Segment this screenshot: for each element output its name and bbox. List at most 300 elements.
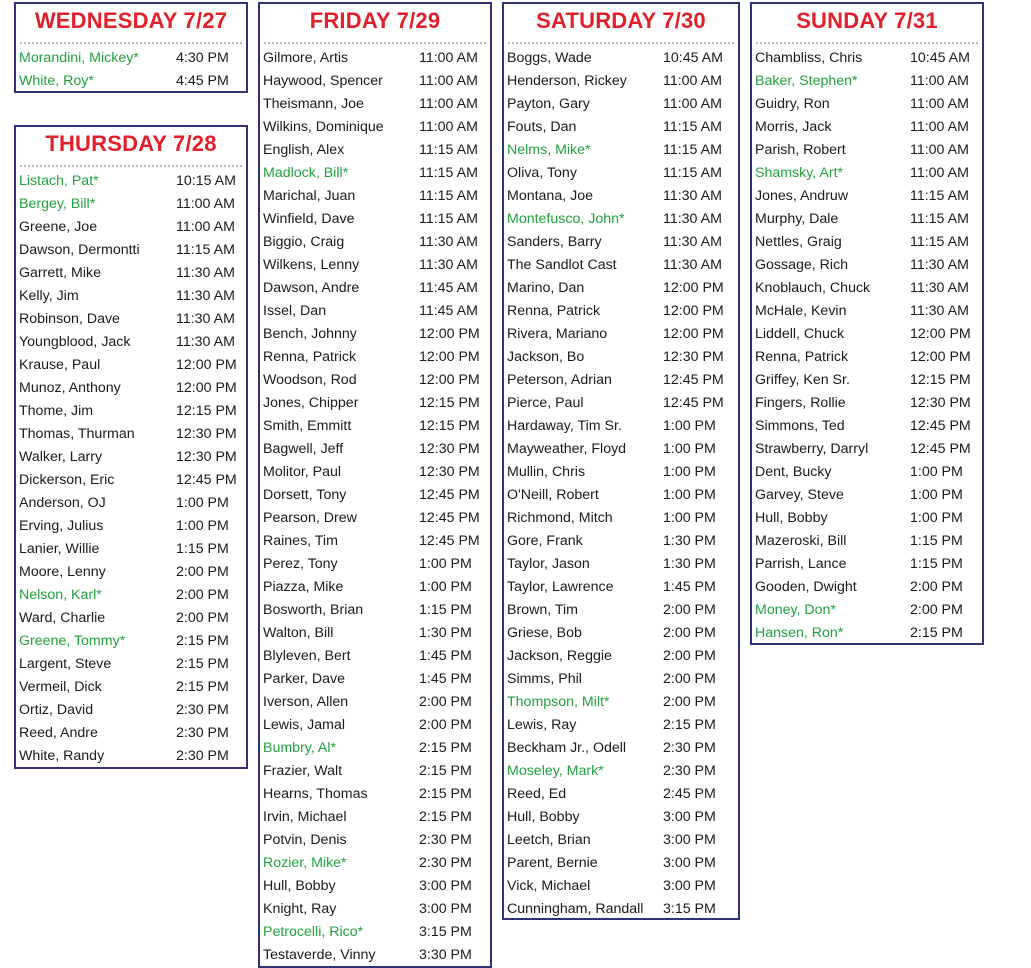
schedule-row [752, 599, 982, 622]
guest-name: Pearson, Drew [263, 510, 357, 526]
guest-name: Dickerson, Eric [19, 472, 115, 488]
schedule-row [16, 515, 246, 538]
guest-name: Erving, Julius [19, 518, 104, 534]
schedule-row [504, 323, 738, 346]
guest-name: Guidry, Ron [755, 96, 830, 112]
session-time: 12:45 PM [910, 441, 971, 457]
title-divider [508, 42, 734, 44]
session-time: 11:00 AM [910, 119, 969, 135]
session-time: 11:30 AM [910, 257, 969, 273]
guest-name: Payton, Gary [507, 96, 590, 112]
schedule-row [504, 93, 738, 116]
session-time: 1:30 PM [419, 625, 472, 641]
schedule-row [260, 346, 490, 369]
session-time: 3:15 PM [663, 901, 716, 917]
guest-name: Griese, Bob [507, 625, 582, 641]
session-time: 2:00 PM [176, 610, 229, 626]
session-time: 3:00 PM [663, 809, 716, 825]
schedule-row [504, 599, 738, 622]
guest-name: Petrocelli, Rico* [263, 924, 364, 940]
guest-name: Listach, Pat* [19, 173, 99, 189]
schedule-row [260, 300, 490, 323]
session-time: 1:00 PM [176, 495, 229, 511]
schedule-row [752, 553, 982, 576]
guest-name: Haywood, Spencer [263, 73, 383, 89]
session-time: 2:30 PM [419, 832, 472, 848]
guest-name: Walker, Larry [19, 449, 103, 465]
schedule-row [260, 484, 490, 507]
schedule-row [260, 231, 490, 254]
session-time: 11:15 AM [910, 188, 969, 204]
session-time: 3:00 PM [663, 878, 716, 894]
guest-name: Mazeroski, Bill [755, 533, 847, 549]
session-time: 11:15 AM [663, 165, 722, 181]
schedule-row [504, 760, 738, 783]
session-time: 2:15 PM [419, 763, 472, 779]
guest-name: Wilkins, Dominique [263, 119, 384, 135]
day-box-friday [258, 2, 492, 968]
guest-name: Renna, Patrick [507, 303, 601, 319]
schedule-row [504, 415, 738, 438]
guest-name: Nelson, Karl* [19, 587, 102, 603]
session-time: 2:15 PM [419, 809, 472, 825]
guest-name: Bergey, Bill* [19, 196, 96, 212]
schedule-row [260, 852, 490, 875]
schedule-row [16, 607, 246, 630]
guest-name: Knoblauch, Chuck [755, 280, 871, 296]
schedule-row [260, 116, 490, 139]
schedule-row [504, 622, 738, 645]
schedule-row [504, 254, 738, 277]
schedule-row [752, 438, 982, 461]
guest-name: Parent, Bernie [507, 855, 598, 871]
session-time: 2:00 PM [663, 648, 716, 664]
session-time: 1:30 PM [663, 556, 716, 572]
schedule-row [504, 438, 738, 461]
session-time: 12:45 PM [910, 418, 971, 434]
session-time: 12:00 PM [419, 326, 480, 342]
day-title-friday: FRIDAY 7/29 [309, 8, 441, 33]
guest-name: Murphy, Dale [755, 211, 839, 227]
schedule-row [504, 369, 738, 392]
session-time: 1:00 PM [663, 487, 716, 503]
session-time: 4:45 PM [176, 73, 229, 89]
session-time: 11:30 AM [419, 234, 478, 250]
session-time: 11:15 AM [419, 188, 478, 204]
guest-name: Garrett, Mike [19, 265, 101, 281]
session-time: 11:00 AM [419, 119, 478, 135]
guest-name: Beckham Jr., Odell [507, 740, 627, 756]
session-time: 11:00 AM [663, 96, 722, 112]
day-box-thursday [14, 125, 248, 769]
guest-name: Pierce, Paul [507, 395, 584, 411]
guest-name: Smith, Emmitt [263, 418, 352, 434]
session-time: 2:00 PM [910, 602, 963, 618]
guest-name: Parish, Robert [755, 142, 846, 158]
session-time: 1:00 PM [663, 510, 716, 526]
guest-name: Testaverde, Vinny [263, 947, 376, 963]
schedule-row [504, 208, 738, 231]
schedule-row [260, 829, 490, 852]
guest-name: Parker, Dave [263, 671, 346, 687]
schedule-row [752, 208, 982, 231]
session-time: 2:15 PM [663, 717, 716, 733]
schedule-row [504, 47, 738, 70]
guest-name: Peterson, Adrian [507, 372, 612, 388]
schedule-row [260, 185, 490, 208]
session-time: 12:00 PM [910, 326, 971, 342]
guest-name: Anderson, OJ [19, 495, 106, 511]
session-time: 11:00 AM [176, 196, 235, 212]
schedule-row [752, 185, 982, 208]
title-divider [20, 42, 242, 44]
schedule-row [16, 561, 246, 584]
session-time: 10:45 AM [663, 50, 723, 66]
session-time: 2:15 PM [176, 679, 229, 695]
guest-name: Frazier, Walt [263, 763, 343, 779]
guest-name: Molitor, Paul [263, 464, 342, 480]
guest-name: O'Neill, Robert [507, 487, 599, 503]
session-time: 11:15 AM [419, 142, 478, 158]
guest-name: Munoz, Anthony [19, 380, 121, 396]
guest-name: Lewis, Ray [507, 717, 577, 733]
day-box-wednesday [14, 2, 248, 93]
session-time: 3:00 PM [663, 855, 716, 871]
session-time: 1:15 PM [910, 556, 963, 572]
guest-name: Thompson, Milt* [507, 694, 610, 710]
guest-name: Hansen, Ron* [755, 625, 844, 641]
schedule-row [16, 653, 246, 676]
session-time: 2:00 PM [176, 587, 229, 603]
guest-name: Reed, Ed [507, 786, 567, 802]
schedule-row [752, 415, 982, 438]
session-time: 1:00 PM [419, 556, 472, 572]
schedule-row [504, 116, 738, 139]
guest-name: Morris, Jack [755, 119, 832, 135]
guest-name: Richmond, Mitch [507, 510, 613, 526]
session-time: 12:00 PM [176, 380, 237, 396]
guest-name: The Sandlot Cast [507, 257, 617, 273]
guest-name: Bosworth, Brian [263, 602, 364, 618]
schedule-row [752, 369, 982, 392]
schedule-row [16, 699, 246, 722]
session-time: 3:00 PM [419, 878, 472, 894]
session-time: 11:45 AM [419, 280, 478, 296]
guest-name: Simmons, Ted [755, 418, 845, 434]
session-time: 3:30 PM [419, 947, 472, 963]
session-time: 12:30 PM [663, 349, 724, 365]
schedule-row [504, 714, 738, 737]
guest-name: Renna, Patrick [755, 349, 849, 365]
schedule-row [504, 668, 738, 691]
guest-name: Dorsett, Tony [263, 487, 347, 503]
guest-name: Potvin, Denis [263, 832, 347, 848]
session-time: 11:00 AM [419, 73, 478, 89]
session-time: 11:15 AM [176, 242, 235, 258]
schedule-row [16, 377, 246, 400]
session-time: 1:00 PM [910, 464, 963, 480]
guest-name: Winfield, Dave [263, 211, 355, 227]
session-time: 11:30 AM [176, 288, 235, 304]
session-time: 11:15 AM [910, 234, 969, 250]
session-time: 3:00 PM [663, 832, 716, 848]
session-time: 2:30 PM [663, 740, 716, 756]
schedule-row [752, 231, 982, 254]
schedule-row [260, 898, 490, 921]
schedule-row [752, 484, 982, 507]
session-time: 1:00 PM [663, 464, 716, 480]
schedule-row [260, 737, 490, 760]
schedule-row [260, 668, 490, 691]
guest-name: Irvin, Michael [263, 809, 347, 825]
session-time: 11:15 AM [419, 165, 478, 181]
schedule-row [504, 461, 738, 484]
guest-name: Cunningham, Randall [507, 901, 644, 917]
schedule-row [260, 392, 490, 415]
guest-name: Henderson, Rickey [507, 73, 627, 89]
schedule-row [260, 714, 490, 737]
schedule-row [16, 584, 246, 607]
schedule-row [260, 553, 490, 576]
guest-name: Reed, Andre [19, 725, 98, 741]
guest-name: Perez, Tony [263, 556, 338, 572]
session-time: 11:30 AM [663, 211, 722, 227]
guest-name: Wilkens, Lenny [263, 257, 360, 273]
guest-name: Moore, Lenny [19, 564, 106, 580]
session-time: 2:15 PM [176, 656, 229, 672]
schedule-row [260, 921, 490, 944]
schedule-row [260, 760, 490, 783]
guest-name: Hardaway, Tim Sr. [507, 418, 622, 434]
session-time: 12:00 PM [419, 372, 480, 388]
session-time: 11:00 AM [910, 165, 969, 181]
schedule-row [752, 461, 982, 484]
schedule-row [16, 446, 246, 469]
session-time: 2:00 PM [419, 694, 472, 710]
session-time: 1:45 PM [663, 579, 716, 595]
session-time: 2:00 PM [663, 671, 716, 687]
schedule-row [260, 622, 490, 645]
day-title-wednesday: WEDNESDAY 7/27 [34, 8, 228, 33]
session-time: 12:30 PM [910, 395, 971, 411]
schedule-list-wednesday [16, 47, 246, 93]
schedule-row [504, 645, 738, 668]
session-time: 11:15 AM [663, 142, 722, 158]
schedule-row [260, 162, 490, 185]
guest-name: Dawson, Dermontti [19, 242, 140, 258]
guest-name: Brown, Tim [507, 602, 578, 618]
session-time: 12:30 PM [176, 426, 237, 442]
guest-name: White, Randy [19, 748, 105, 764]
schedule-row [16, 423, 246, 446]
session-time: 12:00 PM [663, 280, 724, 296]
schedule-row [752, 346, 982, 369]
schedule-row [752, 162, 982, 185]
session-time: 11:00 AM [419, 96, 478, 112]
session-time: 10:45 AM [910, 50, 970, 66]
session-time: 11:00 AM [910, 142, 969, 158]
session-time: 12:15 PM [419, 418, 480, 434]
schedule-row [260, 806, 490, 829]
schedule-row [504, 553, 738, 576]
session-time: 2:15 PM [176, 633, 229, 649]
guest-name: Marichal, Juan [263, 188, 356, 204]
schedule-row [752, 93, 982, 116]
guest-name: McHale, Kevin [755, 303, 847, 319]
schedule-row [16, 722, 246, 745]
guest-name: Nettles, Graig [755, 234, 842, 250]
schedule-row [504, 829, 738, 852]
guest-name: Boggs, Wade [507, 50, 592, 66]
session-time: 11:30 AM [910, 280, 969, 296]
schedule-row [16, 193, 246, 216]
guest-name: Chambliss, Chris [755, 50, 863, 66]
guest-name: Bagwell, Jeff [263, 441, 344, 457]
session-time: 11:15 AM [663, 119, 722, 135]
schedule-row [504, 70, 738, 93]
schedule-row [16, 676, 246, 699]
guest-name: Sanders, Barry [507, 234, 602, 250]
guest-name: Liddell, Chuck [755, 326, 845, 342]
schedule-row [260, 691, 490, 714]
schedule-row [504, 277, 738, 300]
guest-name: Biggio, Craig [263, 234, 345, 250]
session-time: 11:00 AM [910, 73, 969, 89]
guest-name: White, Roy* [19, 73, 94, 89]
schedule-row [260, 93, 490, 116]
guest-name: Jones, Andruw [755, 188, 849, 204]
guest-name: Garvey, Steve [755, 487, 844, 503]
schedule-row [260, 875, 490, 898]
guest-name: Greene, Joe [19, 219, 98, 235]
guest-name: Ward, Charlie [19, 610, 106, 626]
schedule-row [504, 185, 738, 208]
session-time: 12:45 PM [419, 510, 480, 526]
session-time: 11:15 AM [910, 211, 969, 227]
session-time: 12:30 PM [419, 464, 480, 480]
guest-name: Piazza, Mike [263, 579, 344, 595]
schedule-row [504, 875, 738, 898]
guest-name: Taylor, Lawrence [507, 579, 614, 595]
guest-name: Knight, Ray [263, 901, 337, 917]
schedule-row [504, 392, 738, 415]
guest-name: Nelms, Mike* [507, 142, 591, 158]
schedule-row [504, 783, 738, 806]
schedule-row [752, 300, 982, 323]
session-time: 11:30 AM [663, 257, 722, 273]
guest-name: Jackson, Reggie [507, 648, 612, 664]
session-time: 12:15 PM [910, 372, 971, 388]
schedule-row [504, 300, 738, 323]
session-time: 2:00 PM [663, 625, 716, 641]
schedule-row [16, 492, 246, 515]
schedule-row [752, 323, 982, 346]
session-time: 10:15 AM [176, 173, 236, 189]
schedule-row [504, 691, 738, 714]
session-time: 3:15 PM [419, 924, 472, 940]
title-divider [264, 42, 486, 44]
schedule-row [752, 277, 982, 300]
schedule-row [16, 331, 246, 354]
guest-name: Bench, Johnny [263, 326, 357, 342]
guest-name: Mullin, Chris [507, 464, 586, 480]
guest-name: Taylor, Jason [507, 556, 590, 572]
session-time: 12:00 PM [419, 349, 480, 365]
guest-name: Walton, Bill [263, 625, 334, 641]
schedule-row [260, 599, 490, 622]
schedule-row [504, 346, 738, 369]
guest-name: Gooden, Dwight [755, 579, 857, 595]
schedule-list-thursday [16, 170, 246, 768]
guest-name: Hull, Bobby [263, 878, 336, 894]
guest-name: Shamsky, Art* [755, 165, 844, 181]
schedule-row [16, 400, 246, 423]
guest-name: Oliva, Tony [507, 165, 577, 181]
session-time: 11:30 AM [663, 234, 722, 250]
schedule-row [504, 806, 738, 829]
session-time: 11:30 AM [910, 303, 969, 319]
day-title-sunday: SUNDAY 7/31 [796, 8, 938, 33]
guest-name: Greene, Tommy* [19, 633, 126, 649]
schedule-row [752, 507, 982, 530]
schedule-row [260, 507, 490, 530]
guest-name: Simms, Phil [507, 671, 582, 687]
schedule-row [260, 415, 490, 438]
session-time: 2:00 PM [663, 602, 716, 618]
session-time: 1:30 PM [663, 533, 716, 549]
session-time: 1:00 PM [663, 418, 716, 434]
guest-name: Jones, Chipper [263, 395, 359, 411]
schedule-list-saturday [504, 47, 738, 921]
schedule-row [752, 116, 982, 139]
schedule-row [16, 308, 246, 331]
session-time: 11:30 AM [419, 257, 478, 273]
schedule-row [16, 354, 246, 377]
schedule-row [260, 70, 490, 93]
guest-name: Moseley, Mark* [507, 763, 604, 779]
guest-name: Woodson, Rod [263, 372, 357, 388]
schedule-row [504, 231, 738, 254]
schedule-row [260, 369, 490, 392]
day-box-saturday [502, 2, 740, 920]
guest-name: Strawberry, Darryl [755, 441, 869, 457]
session-time: 12:45 PM [663, 372, 724, 388]
session-time: 11:00 AM [419, 50, 478, 66]
schedule-row [752, 392, 982, 415]
guest-name: Hearns, Thomas [263, 786, 368, 802]
schedule-row [16, 47, 246, 70]
session-time: 11:30 AM [176, 265, 235, 281]
schedule-row [16, 285, 246, 308]
schedule-row [752, 254, 982, 277]
guest-name: Parrish, Lance [755, 556, 847, 572]
session-time: 12:30 PM [176, 449, 237, 465]
session-time: 2:00 PM [176, 564, 229, 580]
guest-name: Mayweather, Floyd [507, 441, 627, 457]
title-divider [756, 42, 978, 44]
guest-name: Hull, Bobby [755, 510, 828, 526]
session-time: 1:45 PM [419, 671, 472, 687]
guest-name: Robinson, Dave [19, 311, 120, 327]
session-time: 12:00 PM [663, 326, 724, 342]
schedule-row [752, 47, 982, 70]
schedule-row [752, 70, 982, 93]
guest-name: Fouts, Dan [507, 119, 577, 135]
guest-name: Vermeil, Dick [19, 679, 102, 695]
session-time: 11:30 AM [176, 311, 235, 327]
guest-name: Hull, Bobby [507, 809, 580, 825]
schedule-row [504, 530, 738, 553]
